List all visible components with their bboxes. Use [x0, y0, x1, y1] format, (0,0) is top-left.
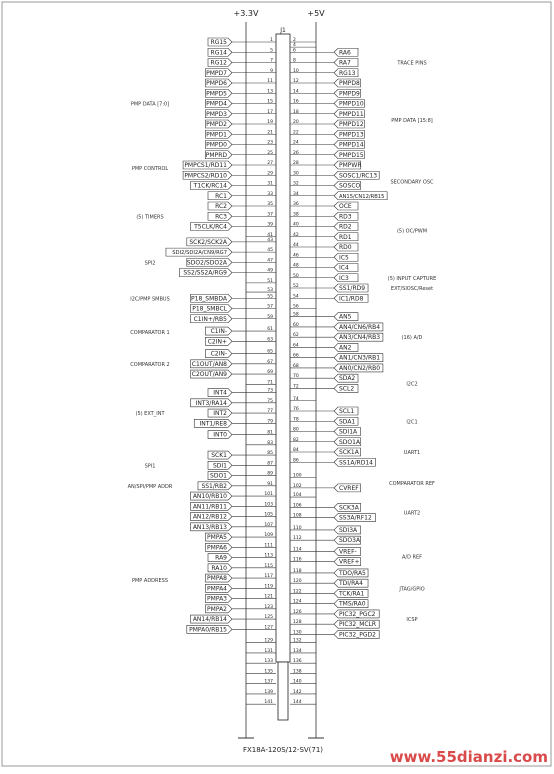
group-label: (16) A/D	[401, 335, 423, 342]
pin-number: 144	[293, 700, 302, 706]
group-label: (5) TIMERS	[136, 214, 164, 221]
pin-number: 20	[293, 120, 299, 125]
pin-number: 106	[293, 503, 302, 509]
net-label: INT1/RE8	[199, 420, 227, 428]
net-label: TMS/RA0	[339, 600, 366, 608]
net-label: SDI1	[212, 462, 227, 470]
pin-number: 89	[267, 471, 273, 477]
pin-number: 141	[264, 700, 273, 706]
pin-number: 58	[293, 312, 299, 318]
pin-number: 47	[267, 258, 273, 264]
net-label: PMPD14	[339, 141, 364, 149]
net-label: SCK2/SCK2A	[189, 238, 227, 246]
pin-number: 108	[293, 513, 302, 519]
net-label: PIC32_MCLR	[339, 621, 377, 629]
pin-number: 119	[264, 584, 273, 590]
pin-number: 37	[267, 212, 273, 218]
net-label: IC3	[339, 274, 349, 282]
pin-number: 131	[264, 648, 273, 654]
pin-number: 41	[267, 232, 273, 238]
pin-number: 73	[267, 388, 273, 394]
group-label: SECONDARY OSC	[390, 179, 434, 186]
pin-number: 128	[293, 620, 302, 626]
group-label: I2C/PMP SMBUS	[130, 296, 170, 303]
net-label: PMPD6	[206, 80, 227, 87]
pin-number: 127	[264, 625, 273, 631]
net-label: RA9	[215, 554, 227, 562]
pin-number: 13	[267, 89, 273, 95]
net-label: AN2	[339, 344, 352, 352]
pin-number: 1	[270, 38, 273, 43]
pin-number: 138	[293, 669, 302, 675]
pin-number: 104	[293, 493, 302, 499]
pin-number: 7	[270, 58, 273, 64]
net-label: AN11/RB11	[192, 503, 227, 511]
pin-number: 23	[267, 140, 273, 146]
net-label: C1OUT/AN8	[191, 360, 227, 368]
pin-number: 67	[267, 359, 273, 365]
pin-number: 107	[264, 522, 273, 528]
pin-number: 14	[293, 89, 299, 95]
net-label: SDA1	[339, 418, 356, 426]
group-label: COMPARATOR 2	[130, 361, 170, 368]
pin-number: 15	[267, 99, 273, 105]
group-label: I2C1	[406, 419, 418, 426]
net-label: PIC32_PGD2	[339, 631, 376, 639]
pin-number: 9	[270, 68, 273, 74]
net-label: P18_SMBCL	[192, 305, 227, 313]
net-label: IC1/RD8	[339, 295, 364, 303]
net-label: RC3	[215, 213, 227, 221]
net-label: PMPD7	[206, 69, 227, 77]
net-label: RD1	[339, 233, 352, 241]
net-label: C2OUT/AN9	[191, 371, 227, 379]
pin-number: 85	[267, 451, 273, 457]
net-label: AN15/CN12/RB15	[339, 193, 385, 200]
net-label: PMPD15	[339, 151, 364, 159]
pin-number: 11	[267, 79, 273, 84]
net-label: AN4/CN6/RB4	[339, 323, 381, 331]
power-label-right: +5V	[307, 9, 325, 18]
net-label: SDO1	[210, 472, 227, 480]
net-label: PMPD0	[206, 141, 227, 149]
pin-number: 63	[267, 337, 273, 343]
net-label: AN12/RB12	[192, 513, 227, 521]
pin-number: 126	[293, 609, 302, 615]
net-label: SCL2	[339, 385, 355, 393]
pin-number: 26	[293, 150, 299, 156]
pin-number: 86	[293, 458, 299, 464]
pin-number: 38	[293, 212, 299, 218]
net-label: PMPD3	[206, 110, 227, 118]
pin-number: 19	[267, 120, 273, 125]
pin-number: 21	[267, 130, 273, 136]
group-label: (5) EXT_INT	[135, 411, 165, 418]
pin-number: 130	[293, 630, 302, 636]
pin-number: 109	[264, 533, 273, 539]
pin-number: 27	[267, 161, 273, 166]
net-label: PMPWR	[339, 162, 362, 169]
net-label: SOSC1/RC13	[339, 172, 378, 180]
pin-number: 140	[293, 679, 302, 685]
pin-number: 142	[293, 689, 302, 695]
net-label: PMPA2	[207, 605, 227, 613]
pin-number: 135	[264, 669, 273, 675]
net-label: RG15	[210, 39, 227, 46]
net-label: T5CLK/RC4	[194, 223, 227, 231]
pin-number: 78	[293, 417, 299, 423]
pin-number: 113	[264, 553, 273, 559]
group-label: PMP DATA [15:8]	[391, 117, 433, 124]
net-label: SCL1	[339, 408, 355, 415]
net-label: PMPA8	[207, 575, 227, 583]
pin-number: 25	[267, 150, 273, 156]
pin-number: 80	[293, 427, 299, 433]
pin-number: 28	[293, 161, 299, 166]
pin-number: 2	[293, 38, 296, 43]
pin-number: 54	[293, 294, 299, 300]
pin-number: 70	[293, 374, 299, 380]
pin-number: 12	[293, 79, 299, 84]
pin-number: 39	[267, 222, 273, 228]
net-label: PMPD9	[339, 90, 360, 98]
pin-number: 76	[293, 407, 299, 412]
group-label: COMPARATOR REF	[389, 480, 435, 487]
group-label: UART2	[403, 510, 421, 517]
net-label: SDI3A	[339, 526, 358, 534]
net-label: PIC32_PGC2	[339, 610, 376, 618]
pin-number: 43	[267, 237, 273, 243]
pin-number: 4	[293, 43, 296, 49]
group-label: UART1	[403, 450, 421, 456]
net-label: AN5	[339, 313, 352, 321]
net-label: RC1	[215, 192, 227, 200]
net-label: SDO1A	[339, 438, 361, 446]
pin-number: 103	[264, 502, 273, 508]
pin-number: 102	[293, 483, 302, 489]
pin-number: 91	[267, 481, 273, 487]
pin-number: 83	[267, 440, 273, 446]
net-label: TCK/RA1	[339, 590, 365, 598]
pin-number: 48	[293, 263, 299, 269]
net-label: RG12	[210, 59, 227, 67]
pin-number: 61	[267, 327, 273, 333]
net-label: SS1/RD9	[339, 285, 366, 292]
net-label: C1IN-	[210, 328, 227, 336]
pin-number: 8	[293, 58, 296, 64]
pin-number: 134	[293, 648, 302, 654]
pin-number: 29	[267, 171, 273, 177]
pin-number: 53	[267, 288, 273, 294]
net-label: PMPA5	[207, 534, 227, 542]
pin-number: 116	[293, 557, 302, 563]
net-label: PMPD12	[339, 121, 364, 128]
pin-number: 5	[270, 48, 273, 54]
net-label: SS1A/RD14	[339, 459, 373, 467]
net-label: AN10/RB10	[192, 493, 227, 501]
net-label: PMPA4	[207, 585, 227, 593]
net-label: IC4	[339, 264, 349, 272]
watermark: www.55dianzi.com	[389, 748, 548, 766]
net-label: RG14	[210, 49, 227, 57]
group-label: PMP CONTROL	[131, 166, 169, 173]
net-label: C2IN-	[210, 350, 227, 358]
pin-number: 77	[267, 409, 273, 415]
net-label: SS1/RB2	[201, 482, 227, 490]
pin-number: 87	[267, 461, 273, 467]
group-label: A/D REF	[401, 554, 423, 561]
net-label: INT2	[213, 410, 227, 418]
net-label: IC5	[339, 254, 349, 262]
pin-number: 16	[293, 99, 299, 105]
pin-number: 100	[293, 473, 302, 479]
group-label: AN/SPI/PMP ADDR	[127, 483, 173, 490]
pin-number: 79	[267, 419, 273, 425]
net-label: PMPD4	[206, 100, 227, 108]
group-label: JTAG/GPIO	[399, 586, 425, 593]
net-label: SDI1A	[339, 428, 358, 436]
pin-number: 82	[293, 437, 299, 443]
net-label: AN3/CN4/RB3	[339, 334, 381, 342]
net-label: AN14/RB14	[192, 616, 227, 624]
net-label: PMPRD	[205, 151, 227, 159]
group-label: (5) OC/PWM	[396, 228, 428, 235]
pin-number: 72	[293, 384, 299, 390]
pin-number: 114	[293, 547, 302, 553]
net-label: OCE	[339, 203, 352, 210]
net-label: VREF-	[339, 548, 357, 556]
net-label: PMPCS1/RD11	[184, 162, 227, 169]
pin-number: 35	[267, 202, 273, 207]
net-label: PMPA3	[207, 595, 227, 603]
net-label: RA7	[339, 59, 351, 67]
pin-number: 74	[293, 396, 299, 402]
pin-number: 110	[293, 525, 302, 531]
group-label: PMP ADDRESS	[131, 578, 169, 585]
pin-number: 129	[264, 638, 273, 644]
net-label: PMPCS2/RD10	[184, 172, 227, 180]
net-label: RA6	[339, 49, 351, 57]
pin-number: 33	[267, 191, 273, 197]
pin-number: 65	[267, 349, 273, 355]
net-label: SDO2/SDO2A	[186, 259, 227, 267]
net-label: SOSCO	[339, 182, 361, 190]
connector-body	[276, 34, 290, 662]
pin-number: 45	[267, 248, 273, 254]
net-label: VREF+	[339, 558, 360, 566]
net-label: SCK1	[211, 452, 227, 460]
pin-number: 111	[264, 543, 273, 549]
group-label: COMPARATOR 1	[130, 330, 170, 337]
net-label: INT4	[213, 389, 227, 397]
pin-number: 115	[264, 563, 273, 569]
pin-number: 50	[293, 273, 299, 279]
net-label: RD0	[339, 244, 352, 251]
right-pin-group	[290, 47, 387, 638]
pin-number: 68	[293, 363, 299, 369]
net-label: TDI/RA4	[339, 580, 363, 588]
net-label: C2IN+	[207, 338, 227, 346]
pin-number: 30	[293, 171, 299, 177]
net-label: TDO/RA5	[339, 569, 366, 577]
net-label: SS2/SS2A/RG9	[183, 269, 227, 277]
pin-number: 60	[293, 322, 299, 328]
pin-number: 52	[293, 284, 299, 289]
pin-number: 17	[267, 109, 273, 115]
pin-number: 36	[293, 202, 299, 207]
part-label: FX18A-120S/12-SV(71)	[242, 746, 324, 754]
net-label: SDO3A	[339, 537, 361, 545]
net-label: PMPD5	[206, 90, 227, 98]
pin-number: 42	[293, 232, 299, 238]
net-label: AN1/CN3/RB1	[339, 354, 381, 362]
net-label: PMPD1	[206, 131, 227, 139]
group-label: I2C2	[406, 381, 418, 388]
pin-number: 66	[293, 353, 299, 359]
pin-number: 22	[293, 130, 299, 136]
pin-number: 46	[293, 253, 299, 259]
pin-number: 75	[267, 398, 273, 404]
group-label: ICSP	[406, 617, 418, 624]
pin-number: 69	[267, 370, 273, 376]
pin-number: 139	[264, 689, 273, 695]
pin-number: 84	[293, 448, 299, 453]
net-label: CVREF	[339, 484, 359, 492]
pin-number: 18	[293, 109, 299, 115]
pin-number: 120	[293, 579, 302, 585]
pin-number: 105	[264, 512, 273, 518]
pin-number: 71	[267, 380, 273, 386]
net-label: PMPA6	[207, 544, 227, 552]
pin-number: 6	[293, 48, 296, 54]
pin-number: 44	[293, 243, 299, 248]
pin-number: 62	[293, 333, 299, 339]
pin-number: 81	[267, 430, 273, 436]
pin-number: 118	[293, 568, 302, 574]
net-label: P18_SMBDA	[191, 295, 227, 303]
net-label: PMPD10	[339, 100, 364, 108]
pin-number: 24	[293, 140, 299, 146]
pin-number: 34	[293, 191, 299, 197]
pin-number: 31	[267, 181, 273, 187]
net-label: SCK3A	[339, 504, 359, 512]
pin-number: 123	[264, 604, 273, 610]
net-label: RA10	[211, 564, 227, 572]
group-label: EXT/SIOSC/Reset	[390, 286, 434, 292]
net-label: AN0/CN2/RB0	[339, 364, 381, 372]
net-label: SS3A/RF12	[339, 514, 372, 522]
pin-number: 57	[267, 304, 273, 310]
net-label: RG13	[339, 69, 356, 77]
net-label: SDA2	[339, 375, 356, 383]
net-label: PMPD13	[339, 131, 364, 139]
net-label: PMPD2	[206, 121, 227, 128]
pin-number: 122	[293, 589, 302, 595]
connector-ref: J1	[280, 27, 286, 34]
pin-number: 56	[293, 304, 299, 310]
net-label: RD2	[339, 223, 352, 231]
net-label: RD3	[339, 213, 352, 221]
left-pin-group	[166, 37, 276, 633]
pin-number: 32	[293, 181, 299, 187]
connector-tail	[278, 662, 288, 720]
pin-number: 125	[264, 615, 273, 621]
net-label: PMPD8	[339, 80, 360, 87]
net-label: RC2	[215, 203, 227, 210]
pin-number: 101	[264, 492, 273, 498]
net-label: INT0	[213, 431, 227, 439]
pin-number: 117	[264, 574, 273, 580]
net-label: SCK1A	[339, 449, 359, 456]
group-label: SPI2	[144, 260, 156, 267]
net-label: AN13/RB13	[192, 523, 227, 531]
pin-number: 51	[267, 278, 273, 284]
pin-number: 133	[264, 659, 273, 665]
net-label: PMPA0/RB15	[189, 626, 227, 634]
pin-number: 137	[264, 679, 273, 685]
pin-number: 124	[293, 599, 302, 605]
pin-number: 55	[267, 294, 273, 300]
group-label: PMP DATA [7:0]	[130, 101, 170, 108]
net-label: T1CK/RC14	[193, 182, 227, 190]
pin-number: 40	[293, 222, 299, 228]
pin-number: 132	[293, 638, 302, 644]
net-label: INT3/RA14	[195, 399, 227, 407]
pin-number: 64	[293, 343, 299, 349]
pin-number: 49	[267, 268, 273, 274]
pin-number: 59	[267, 314, 273, 320]
net-label: PMPD11	[339, 110, 364, 118]
group-label: SPI1	[144, 463, 156, 470]
pin-number: 10	[293, 68, 299, 74]
net-label: SDI2/SDI2A/CN9/RG7	[172, 250, 227, 257]
pin-number: 136	[293, 659, 302, 665]
power-label-left: +3.3V	[233, 9, 259, 18]
pin-number: 121	[264, 594, 273, 600]
pin-number: 112	[293, 536, 302, 542]
group-label: TRACE PINS	[397, 60, 427, 67]
group-label: (5) INPUT CAPTURE	[387, 275, 437, 282]
net-label: C1IN+/RB5	[193, 315, 227, 323]
